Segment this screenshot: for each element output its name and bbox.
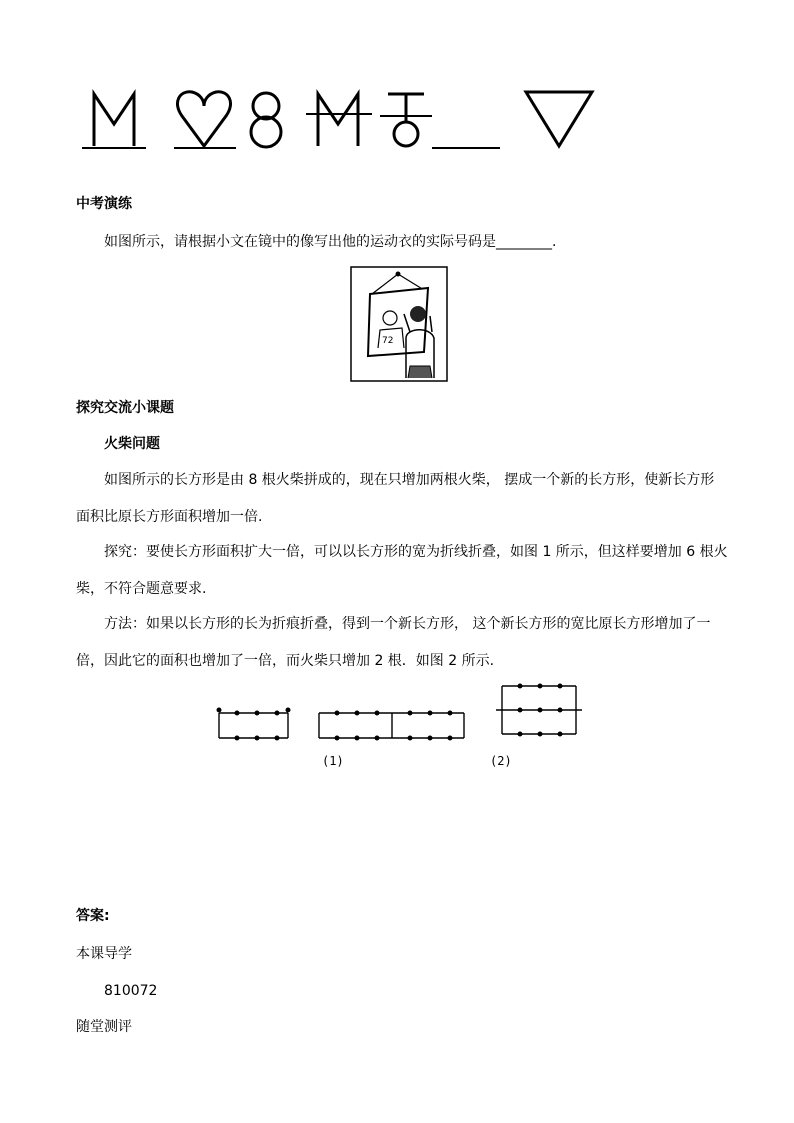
question-mirror-jersey: 如图所示，请根据小文在镜中的像写出他的运动衣的实际号码是________.	[104, 234, 557, 250]
paragraph-2-line-2: 柴，不符合题意要求.	[76, 581, 207, 597]
figure-label-1: (1)	[322, 754, 344, 768]
mirror-symbols-row	[80, 86, 600, 152]
original-rectangle	[219, 713, 288, 738]
match-figures	[212, 680, 584, 744]
heart-mirror-symbol	[174, 92, 236, 148]
paragraph-1-line-2: 面积比原长方形面积增加一倍.	[76, 509, 263, 525]
answers-section-2: 随堂测评	[76, 1019, 132, 1035]
heading-answers: 答案:	[76, 908, 110, 924]
figure-1-heads	[335, 711, 452, 740]
paragraph-1-line-1: 如图所示的长方形是由 8 根火柴拼成的，现在只增加两根火柴， 摆成一个新的长方形，使新长方形	[104, 472, 715, 488]
heading-zhongkao: 中考演练	[76, 196, 132, 212]
heading-tanjiu: 探究交流小课题	[76, 400, 174, 416]
figure-label-2: (2)	[490, 754, 512, 768]
M-mirror-symbol	[82, 94, 146, 148]
T-circle-symbol	[380, 94, 432, 146]
answer-1-value: 810072	[104, 983, 158, 999]
subheading-match-problem: 火柴问题	[104, 436, 160, 452]
figure-1-rectangle	[319, 713, 464, 738]
eight-mirror-symbol	[251, 93, 281, 147]
svg-text:72: 72	[382, 336, 394, 346]
paragraph-2-line-1: 探究：要使长方形面积扩大一倍，可以以长方形的宽为折线折叠，如图 1 所示，但这样要增加 6 根火	[104, 544, 728, 560]
answers-section-1: 本课导学	[76, 946, 132, 962]
mirror-illustration	[350, 266, 448, 382]
inverted-triangle	[526, 92, 592, 146]
M-cross-symbol	[306, 94, 372, 146]
paragraph-3-line-1: 方法：如果以长方形的长为折痕折叠，得到一个新长方形， 这个新长方形的宽比原长方形增加了一	[104, 616, 711, 632]
paragraph-3-line-2: 倍，因此它的面积也增加了一倍，而火柴只增加 2 根．如图 2 所示.	[76, 653, 495, 669]
